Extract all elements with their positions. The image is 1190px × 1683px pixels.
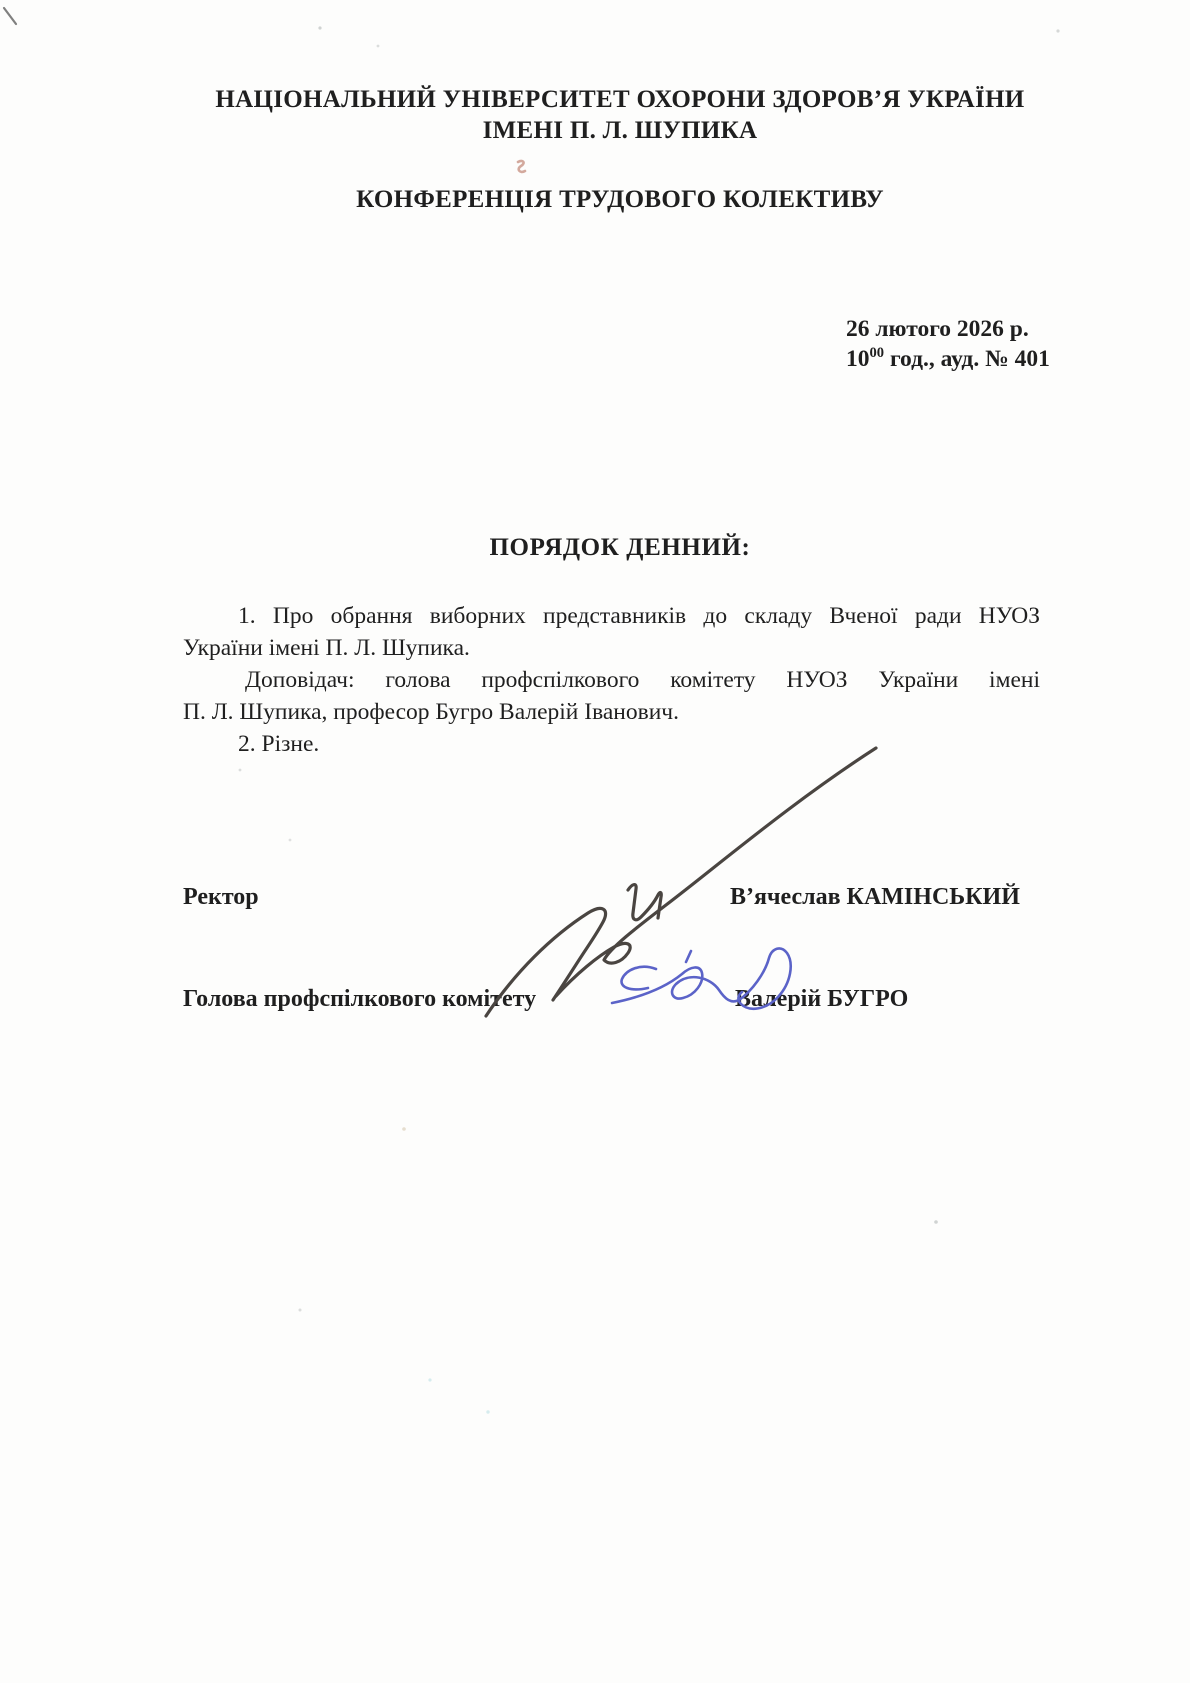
university-name-line2: ІМЕНІ П. Л. ШУПИКА (482, 117, 758, 144)
red-stray-mark (518, 161, 525, 172)
union-head-signature-row (183, 986, 1063, 1016)
speck-4 (402, 1127, 406, 1131)
union-signature-accent-stroke (686, 951, 691, 962)
agenda-body (183, 600, 1040, 760)
rector-name: В’ячеслав КАМІНСЬКИЙ (730, 884, 1020, 910)
speck-3 (377, 45, 380, 48)
session-hour: 10 (846, 346, 870, 372)
conference-title: КОНФЕРЕНЦІЯ ТРУДОВОГО КОЛЕКТИВУ (356, 186, 884, 213)
agenda-speaker-line-1: Доповідач: голова профспілкового комітету НУОЗ України імені (245, 667, 1040, 693)
agenda-speaker-line-2: П. Л. Шупика, професор Бугро Валерій Іванович. (183, 699, 679, 725)
session-date: 26 лютого 2026 р. (846, 316, 1029, 342)
session-room: год., ауд. № 401 (884, 346, 1050, 372)
speck-1 (318, 26, 321, 29)
university-name-line1: НАЦІОНАЛЬНИЙ УНІВЕРСИТЕТ ОХОРОНИ ЗДОРОВ’Я УКРАЇНИ (215, 86, 1025, 113)
speck-9 (239, 769, 242, 772)
speck-7 (428, 1378, 431, 1381)
agenda-item-1-line-2: України імені П. Л. Шупика. (183, 635, 470, 661)
rector-signature-flourish-stroke (556, 748, 876, 996)
union-head-name: Валерій БУГРО (735, 986, 909, 1012)
rector-signature-row (183, 884, 1063, 914)
university-header (135, 84, 1105, 146)
speck-5 (934, 1220, 938, 1224)
agenda-item-1-line-1: 1. Про обрання виборних представників до складу Вченої ради НУОЗ (238, 603, 1040, 629)
union-head-title: Голова профспілкового комітету (183, 986, 537, 1012)
rector-title: Ректор (183, 884, 259, 910)
agenda-heading: ПОРЯДОК ДЕННИЙ: (489, 534, 751, 561)
rector-signature-ink (486, 748, 876, 1016)
session-minutes-superscript: 00 (869, 345, 885, 362)
corner-scan-mark (4, 8, 16, 24)
speck-10 (289, 839, 292, 842)
session-info (846, 314, 1050, 374)
speck-2 (1056, 29, 1059, 32)
speck-8 (486, 1410, 489, 1413)
session-time-room (846, 344, 1050, 374)
agenda-item-2: 2. Різне. (238, 731, 320, 757)
speck-6 (299, 1309, 302, 1312)
